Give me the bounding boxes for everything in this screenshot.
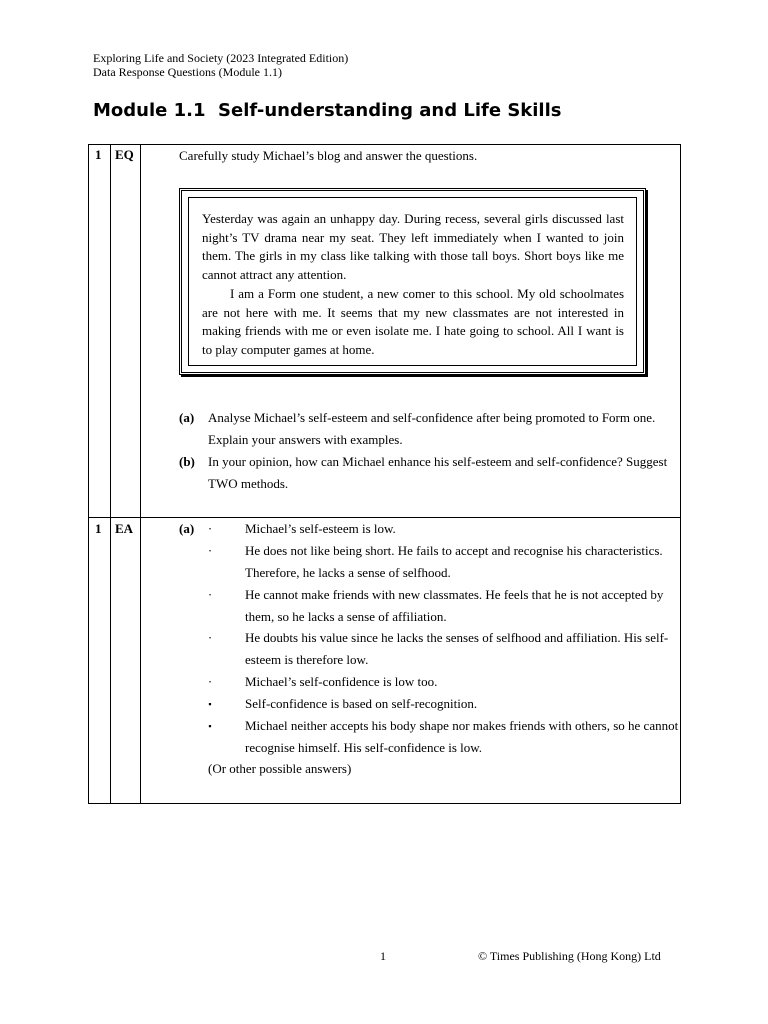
copyright-notice: © Times Publishing (Hong Kong) Ltd bbox=[478, 949, 661, 963]
question-type: EQ bbox=[115, 147, 134, 162]
question-number: 1 bbox=[95, 147, 102, 162]
answer-bullet: · bbox=[207, 543, 213, 558]
answer-bullet: · bbox=[207, 521, 213, 536]
answer-part-label: (a) bbox=[179, 521, 195, 536]
answer-item: He does not like being short. He fails to accept and recognise his characteristics. Therefore, he lacks a sense of selfhood. bbox=[245, 543, 663, 580]
answer-bullet: · bbox=[207, 674, 213, 689]
answer-bullet: · bbox=[207, 587, 213, 602]
answer-bullet: · bbox=[207, 630, 213, 645]
header-section-title: Data Response Questions (Module 1.1) bbox=[93, 65, 282, 79]
answer-item: Michael neither accepts his body shape nor makes friends with others, so he cannot recognise himself. His self-confidence is low. bbox=[245, 718, 679, 755]
blog-excerpt-box bbox=[179, 188, 646, 375]
question-instruction: Carefully study Michael’s blog and answer the questions. bbox=[179, 148, 478, 163]
question-b-label: (b) bbox=[179, 454, 195, 469]
answer-note: (Or other possible answers) bbox=[208, 761, 352, 776]
answer-type: EA bbox=[115, 521, 134, 536]
table-column-divider bbox=[110, 144, 111, 803]
table-column-divider bbox=[140, 144, 141, 803]
answer-item: He cannot make friends with new classmates. He feels that he is not accepted by them, so he lacks a sense of affiliation. bbox=[245, 587, 664, 624]
header-book-title: Exploring Life and Society (2023 Integrated Edition) bbox=[93, 51, 349, 65]
question-b-text: In your opinion, how can Michael enhance his self-esteem and self-confidence? Suggest TWO methods. bbox=[208, 454, 668, 491]
answer-number: 1 bbox=[95, 521, 102, 536]
blog-paragraph: I am a Form one student, a new comer to this school. My old schoolmates are not here with me. It seems that my new classmates are not interested in making friends with me or even isolate me. I hate going to school. All I want is to play computer games at home. bbox=[202, 285, 624, 357]
answer-item: He doubts his value since he lacks the senses of selfhood and affiliation. His self-esteem is therefore low. bbox=[245, 630, 669, 667]
question-a-text: Analyse Michael’s self-esteem and self-confidence after being promoted to Form one. Explain your answers with examples. bbox=[208, 410, 656, 447]
answer-bullet: ▪ bbox=[208, 721, 212, 731]
question-a-label: (a) bbox=[179, 410, 195, 425]
blog-paragraph: Yesterday was again an unhappy day. During recess, several girls discussed last night’s TV drama near my seat. They left immediately when I wanted to join them. The girls in my class like talking with those tall boys. Short boys like me cannot attract any attention. bbox=[202, 211, 624, 283]
blog-excerpt-inner bbox=[188, 197, 637, 366]
answer-item: Michael’s self-confidence is low too. bbox=[245, 674, 438, 689]
answer-bullet: ▪ bbox=[208, 699, 212, 709]
page-title: Module 1.1 Self-understanding and Life Skills bbox=[93, 100, 562, 121]
answer-item: Self-confidence is based on self-recognition. bbox=[245, 696, 478, 711]
answer-item: Michael’s self-esteem is low. bbox=[245, 521, 396, 536]
page-number: 1 bbox=[380, 949, 386, 963]
